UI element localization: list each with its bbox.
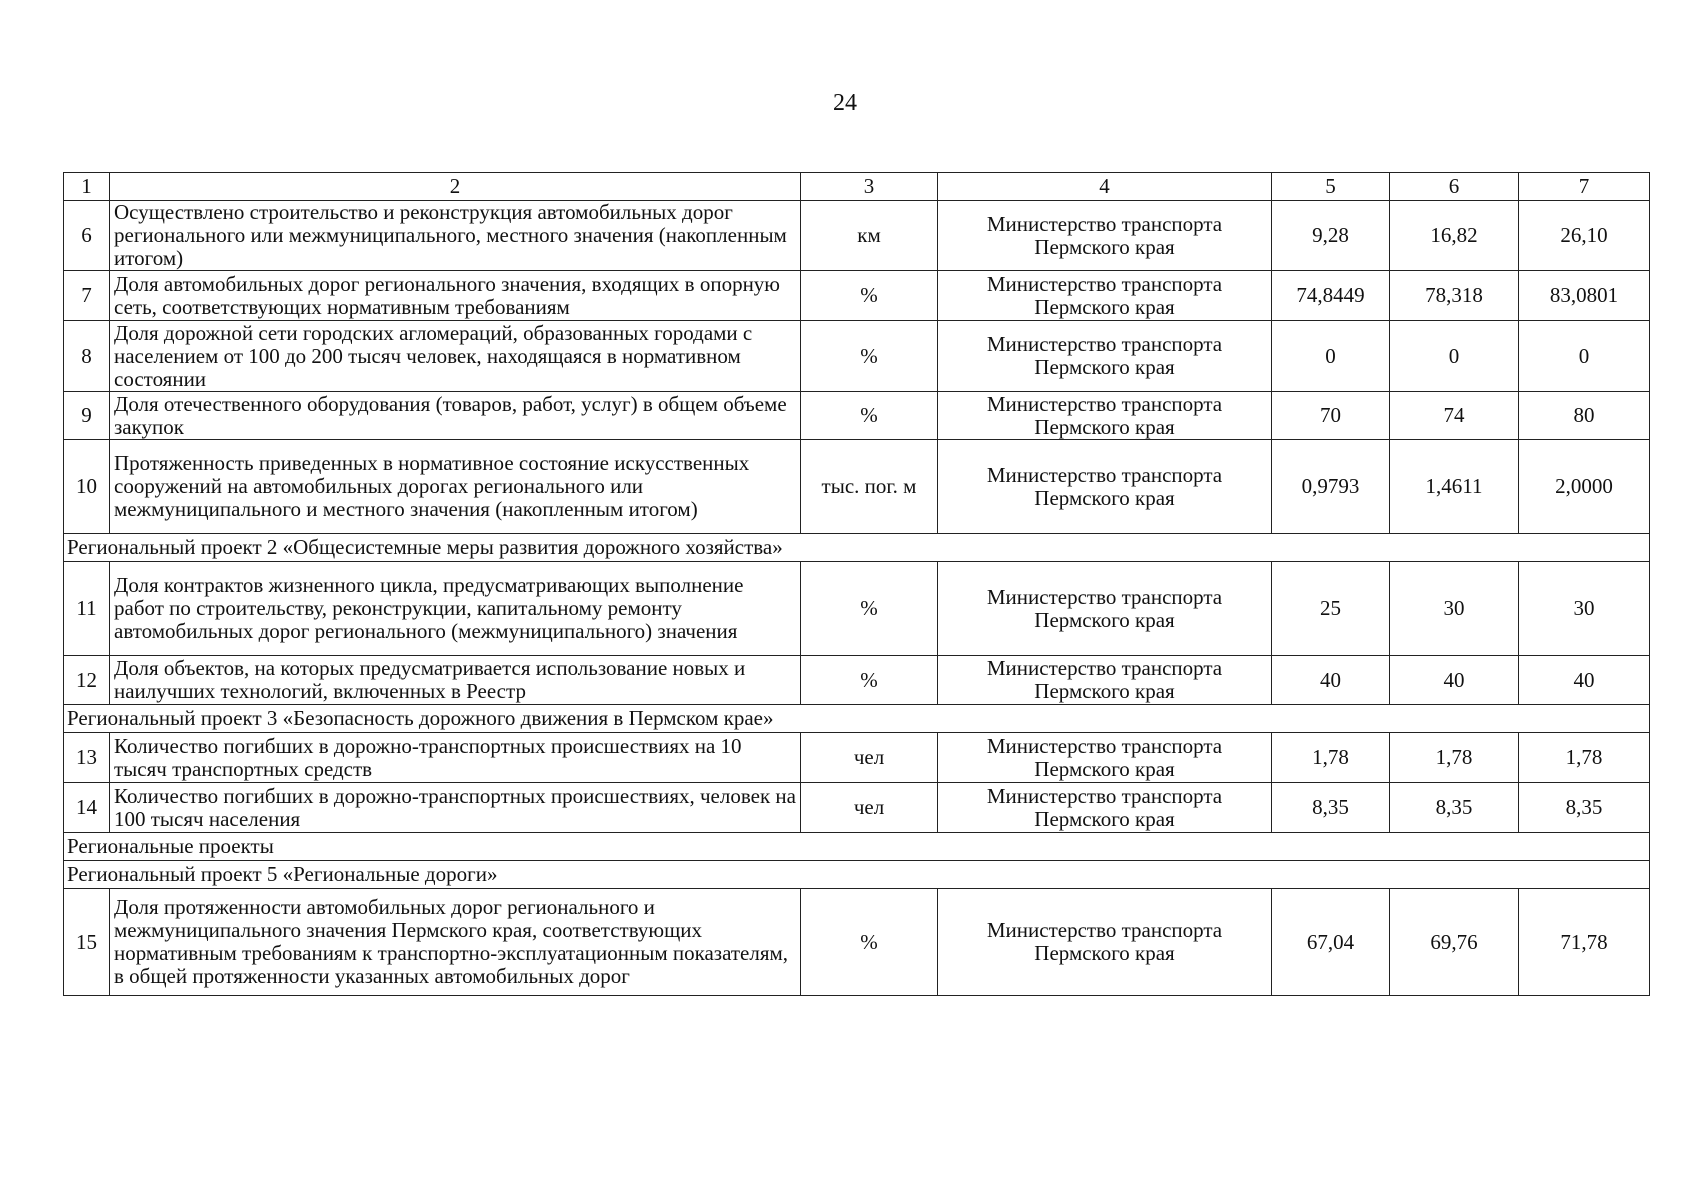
page-number: 24 bbox=[833, 90, 857, 116]
value-col7: 26,10 bbox=[1519, 201, 1650, 271]
responsible-body: Министерство транспорта Пермского края bbox=[938, 271, 1272, 321]
table-row bbox=[64, 271, 1650, 321]
indicator-name: Доля отечественного оборудования (товаров, работ, услуг) в общем объеме закупок bbox=[110, 392, 801, 440]
responsible-body: Министерство транспорта Пермского края bbox=[938, 321, 1272, 392]
table-row bbox=[64, 392, 1650, 440]
value-col5: 8,35 bbox=[1272, 783, 1390, 833]
value-col6: 78,318 bbox=[1390, 271, 1519, 321]
table-row bbox=[64, 733, 1650, 783]
row-number: 12 bbox=[64, 656, 110, 705]
column-header: 3 bbox=[801, 173, 938, 201]
value-col7: 71,78 bbox=[1519, 889, 1650, 996]
unit: % bbox=[801, 889, 938, 996]
indicator-name: Протяженность приведенных в нормативное состояние искусственных сооружений на автомобильных дорогах регионального или межмуниципального и местного значения (накопленным итогом) bbox=[110, 440, 801, 534]
section-title: Региональный проект 5 «Региональные дороги» bbox=[64, 861, 1650, 889]
indicator-name: Количество погибших в дорожно-транспортных происшествиях на 10 тысяч транспортных средств bbox=[110, 733, 801, 783]
section-title: Региональный проект 3 «Безопасность дорожного движения в Пермском крае» bbox=[64, 705, 1650, 733]
row-number: 14 bbox=[64, 783, 110, 833]
unit: % bbox=[801, 656, 938, 705]
value-col6: 16,82 bbox=[1390, 201, 1519, 271]
responsible-body: Министерство транспорта Пермского края bbox=[938, 201, 1272, 271]
table-row bbox=[64, 440, 1650, 534]
responsible-body: Министерство транспорта Пермского края bbox=[938, 733, 1272, 783]
value-col5: 0,9793 bbox=[1272, 440, 1390, 534]
value-col5: 9,28 bbox=[1272, 201, 1390, 271]
value-col7: 8,35 bbox=[1519, 783, 1650, 833]
section-title: Региональный проект 2 «Общесистемные меры развития дорожного хозяйства» bbox=[64, 534, 1650, 562]
unit: тыс. пог. м bbox=[801, 440, 938, 534]
section-row bbox=[64, 861, 1650, 889]
table-row bbox=[64, 783, 1650, 833]
column-header: 7 bbox=[1519, 173, 1650, 201]
value-col7: 80 bbox=[1519, 392, 1650, 440]
section-row bbox=[64, 705, 1650, 733]
value-col7: 0 bbox=[1519, 321, 1650, 392]
table-row bbox=[64, 321, 1650, 392]
section-row bbox=[64, 534, 1650, 562]
row-number: 15 bbox=[64, 889, 110, 996]
unit: чел bbox=[801, 783, 938, 833]
indicators-table bbox=[63, 172, 1650, 996]
indicator-name: Доля автомобильных дорог регионального значения, входящих в опорную сеть, соответствующих нормативным требованиям bbox=[110, 271, 801, 321]
responsible-body: Министерство транспорта Пермского края bbox=[938, 656, 1272, 705]
table-row bbox=[64, 562, 1650, 656]
row-number: 9 bbox=[64, 392, 110, 440]
value-col6: 74 bbox=[1390, 392, 1519, 440]
row-number: 13 bbox=[64, 733, 110, 783]
column-header: 5 bbox=[1272, 173, 1390, 201]
value-col6: 1,4611 bbox=[1390, 440, 1519, 534]
value-col6: 40 bbox=[1390, 656, 1519, 705]
unit: км bbox=[801, 201, 938, 271]
responsible-body: Министерство транспорта Пермского края bbox=[938, 392, 1272, 440]
responsible-body: Министерство транспорта Пермского края bbox=[938, 440, 1272, 534]
value-col6: 69,76 bbox=[1390, 889, 1519, 996]
unit: чел bbox=[801, 733, 938, 783]
responsible-body: Министерство транспорта Пермского края bbox=[938, 889, 1272, 996]
indicator-name: Доля протяженности автомобильных дорог регионального и межмуниципального значения Пермского края, соответствующих нормативным требованиям к транспортно-эксплуатационным показателям, в общей протяженности указанных автомобильных дорог bbox=[110, 889, 801, 996]
value-col7: 30 bbox=[1519, 562, 1650, 656]
value-col7: 83,0801 bbox=[1519, 271, 1650, 321]
value-col5: 74,8449 bbox=[1272, 271, 1390, 321]
row-number: 8 bbox=[64, 321, 110, 392]
value-col7: 40 bbox=[1519, 656, 1650, 705]
indicator-name: Осуществлено строительство и реконструкция автомобильных дорог регионального или межмуниципального, местного значения (накопленным итогом) bbox=[110, 201, 801, 271]
row-number: 11 bbox=[64, 562, 110, 656]
section-title: Региональные проекты bbox=[64, 833, 1650, 861]
indicator-name: Доля контрактов жизненного цикла, предусматривающих выполнение работ по строительству, реконструкции, капитальному ремонту автомобильных дорог регионального (межмуниципального) значения bbox=[110, 562, 801, 656]
row-number: 6 bbox=[64, 201, 110, 271]
column-header: 2 bbox=[110, 173, 801, 201]
table-row bbox=[64, 889, 1650, 996]
value-col6: 30 bbox=[1390, 562, 1519, 656]
value-col6: 8,35 bbox=[1390, 783, 1519, 833]
row-number: 10 bbox=[64, 440, 110, 534]
column-header: 4 bbox=[938, 173, 1272, 201]
row-number: 7 bbox=[64, 271, 110, 321]
column-header: 6 bbox=[1390, 173, 1519, 201]
section-row bbox=[64, 833, 1650, 861]
unit: % bbox=[801, 392, 938, 440]
value-col7: 2,0000 bbox=[1519, 440, 1650, 534]
column-header: 1 bbox=[64, 173, 110, 201]
value-col6: 0 bbox=[1390, 321, 1519, 392]
value-col5: 1,78 bbox=[1272, 733, 1390, 783]
column-number-row bbox=[64, 173, 1650, 201]
unit: % bbox=[801, 321, 938, 392]
table-row bbox=[64, 656, 1650, 705]
value-col7: 1,78 bbox=[1519, 733, 1650, 783]
value-col5: 0 bbox=[1272, 321, 1390, 392]
value-col5: 70 bbox=[1272, 392, 1390, 440]
value-col5: 67,04 bbox=[1272, 889, 1390, 996]
unit: % bbox=[801, 271, 938, 321]
indicator-name: Количество погибших в дорожно-транспортных происшествиях, человек на 100 тысяч населения bbox=[110, 783, 801, 833]
value-col5: 40 bbox=[1272, 656, 1390, 705]
responsible-body: Министерство транспорта Пермского края bbox=[938, 562, 1272, 656]
unit: % bbox=[801, 562, 938, 656]
value-col5: 25 bbox=[1272, 562, 1390, 656]
indicator-name: Доля дорожной сети городских агломераций, образованных городами с населением от 100 до 200 тысяч человек, находящаяся в нормативном состоянии bbox=[110, 321, 801, 392]
responsible-body: Министерство транспорта Пермского края bbox=[938, 783, 1272, 833]
indicator-name: Доля объектов, на которых предусматривается использование новых и наилучших технологий, включенных в Реестр bbox=[110, 656, 801, 705]
value-col6: 1,78 bbox=[1390, 733, 1519, 783]
table-row bbox=[64, 201, 1650, 271]
